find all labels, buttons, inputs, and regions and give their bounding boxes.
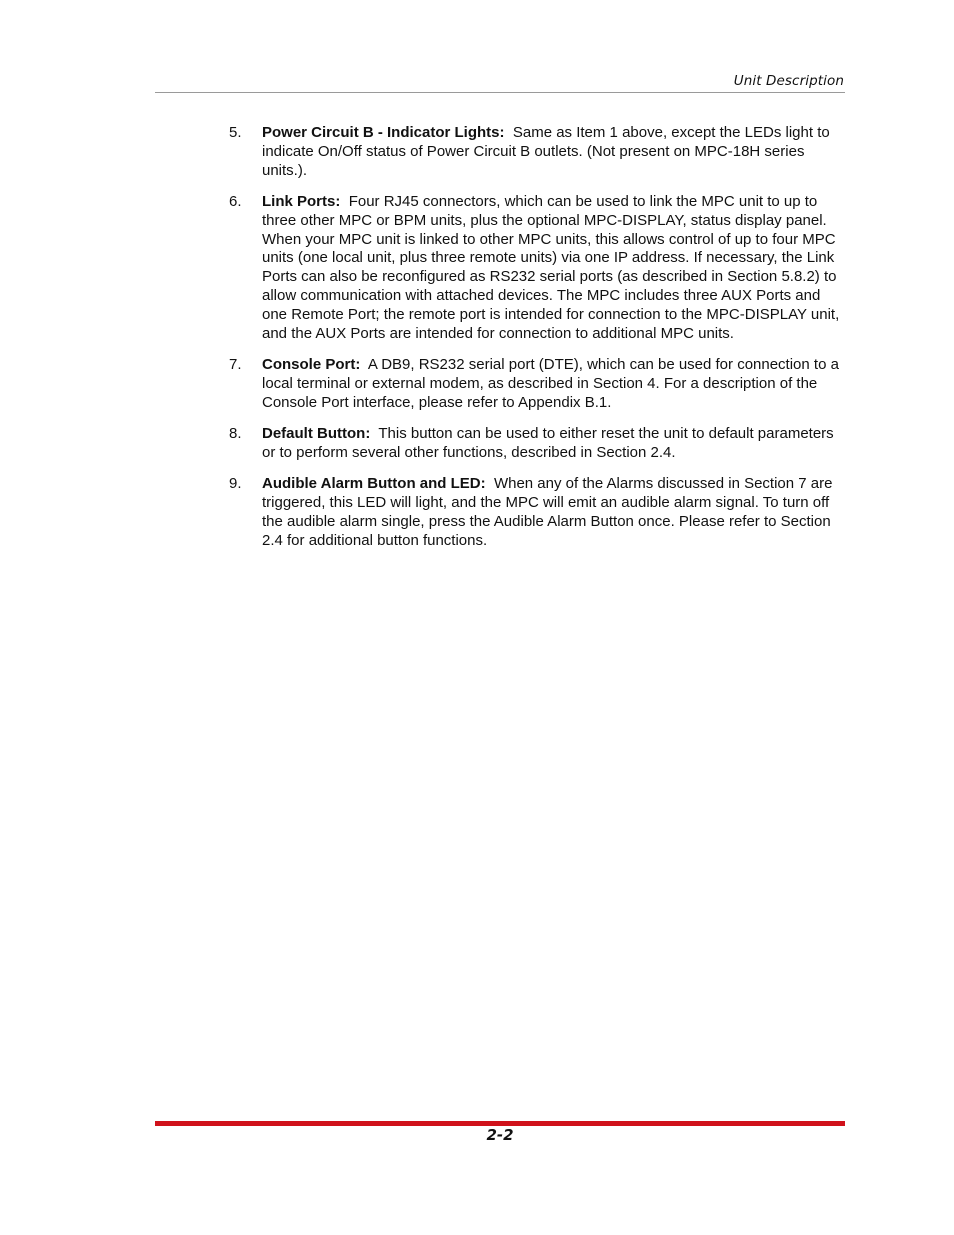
- item-text: Same as Item 1 above, except the LEDs light to indicate On/Off status of Power Circuit B outlets. (Not present on MPC-18H series units.).: [262, 124, 830, 179]
- list-item-6: [229, 193, 849, 343]
- item-body: [262, 425, 849, 463]
- list-item-9: [229, 475, 849, 550]
- item-body: [262, 124, 849, 180]
- item-number: 7.: [229, 355, 242, 373]
- item-number: 6.: [229, 192, 242, 210]
- item-number: 9.: [229, 475, 242, 493]
- item-body: [262, 475, 849, 550]
- item-number: 5.: [229, 124, 242, 141]
- page-number: 2-2: [486, 1126, 514, 1144]
- list-item-7: [229, 356, 849, 412]
- list-item-5: [229, 124, 849, 180]
- item-body: [262, 193, 849, 343]
- item-text: This button can be used to either reset the unit to default parameters or to perform several other functions, described in Section 2.4.: [262, 424, 834, 461]
- item-text: A DB9, RS232 serial port (DTE), which can be used for connection to a local terminal or external modem, as described in Section 4. For a description of the Console Port interface, please refer to Appendix B.1.: [262, 355, 839, 411]
- item-label: Link Ports:: [262, 192, 341, 210]
- item-number: 8.: [229, 424, 242, 442]
- item-label: Audible Alarm Button and LED:: [262, 475, 486, 493]
- header-divider: [155, 92, 845, 93]
- list-item-8: [229, 425, 849, 463]
- item-label: Console Port:: [262, 355, 361, 373]
- item-label: Power Circuit B - Indicator Lights:: [262, 124, 505, 141]
- item-list: [229, 124, 849, 563]
- running-header-title: Unit Description: [733, 73, 844, 89]
- item-text: Four RJ45 connectors, which can be used to link the MPC unit to up to three other MPC or BPM units, plus the optional MPC-DISPLAY, status display panel. When your MPC unit is linked to other MPC units, this allows control of up to four MPC units (one local unit, plus three remote units) via one IP address. If necessary, the Link Ports can also be reconfigured as RS232 serial ports (as described in Section 5.8.2) to allow communication with attached devices. The MPC includes three AUX Ports and one Remote Port; the remote port is intended for connection to the MPC-DISPLAY unit, and the AUX Ports are intended for connection to additional MPC units.: [262, 192, 840, 342]
- item-label: Default Button:: [262, 424, 371, 442]
- item-body: [262, 356, 849, 412]
- item-text: When any of the Alarms discussed in Section 7 are triggered, this LED will light, and the MPC will emit an audible alarm signal. To turn off the audible alarm single, press the Audible Alarm Button once. Please refer to Section 2.4 for additional button functions.: [262, 475, 833, 549]
